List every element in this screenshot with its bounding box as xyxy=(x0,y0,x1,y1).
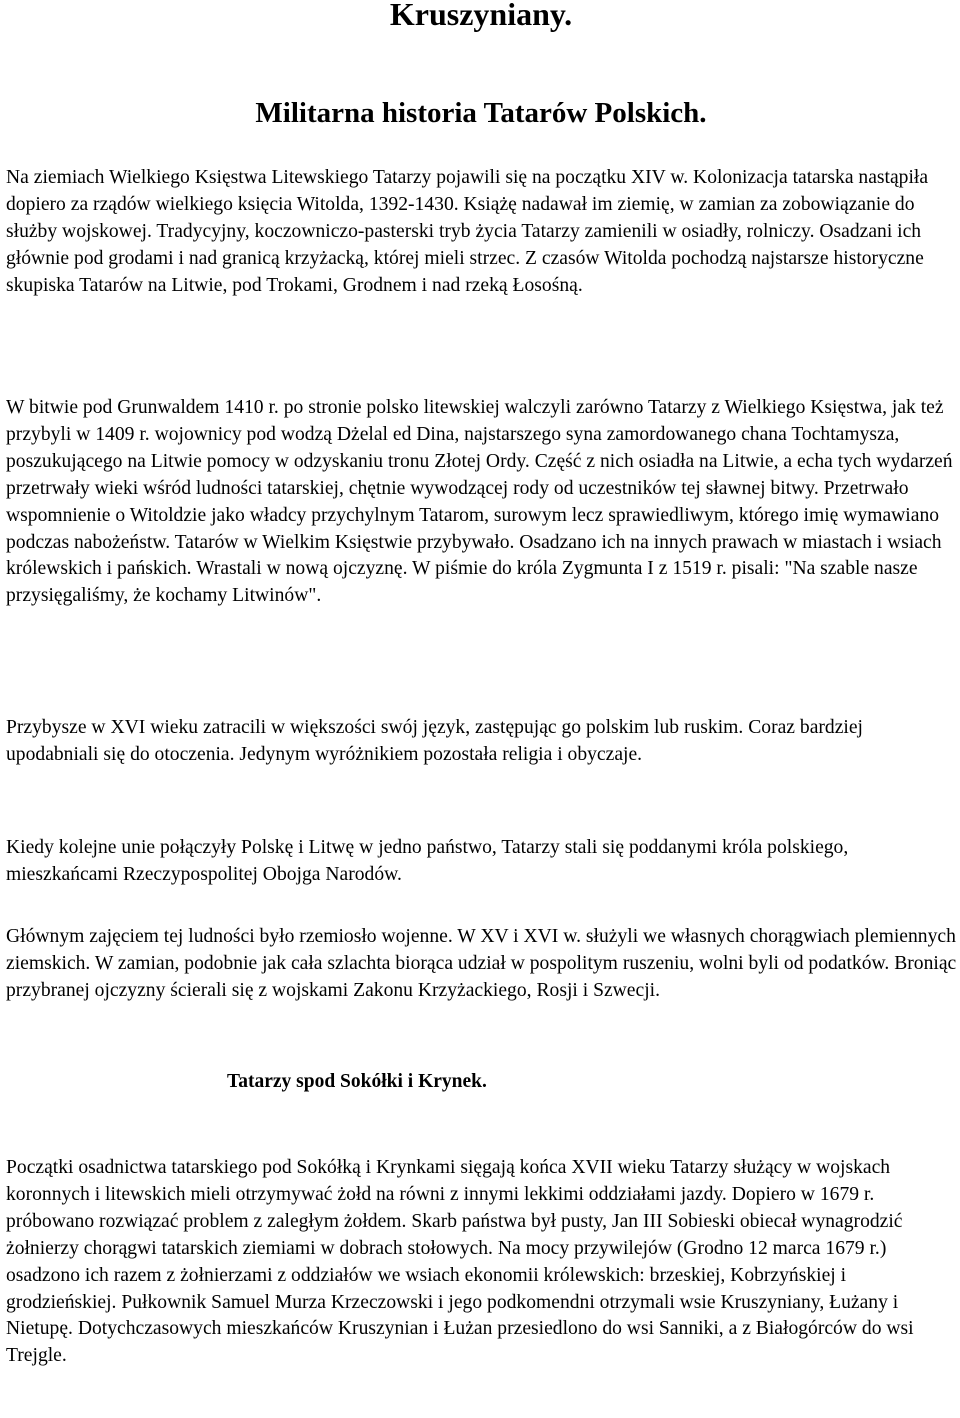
paragraph-military: Głównym zajęciem tej ludności było rzemiosło wojenne. W XV i XVI w. służyli we własnych chorągwiach plemiennych ziemskich. W zamian, podobnie jak cała szlachta biorąca udział w pospolitym ruszeniu, wolni byli od podatków. Broniąc przybranej ojczyzny ścierali się z wojskami Zakonu Krzyżackiego, Rosji i Szwecji. xyxy=(6,926,957,1001)
paragraph-language: Przybysze w XVI wieku zatracili w większości swój język, zastępując go polskim lub ruskim. Coraz bardziej upodabniali się do otoczenia. Jedynym wyróżnikiem pozostała religia i obyczaje. xyxy=(6,717,863,765)
section-title: Militarna historia Tatarów Polskich. xyxy=(255,97,707,129)
page-title: Kruszyniany. xyxy=(389,0,573,32)
document-page xyxy=(6,0,957,1367)
paragraph-grunwald: W bitwie pod Grunwaldem 1410 r. po stronie polsko litewskiej walczyli zarówno Tatarzy z Wielkiego Księstwa, jak też przybyli w 1409 r. wojownicy pod wodzą Dżelal ed Dina, najstarszego syna zamordowanego chana Tochtamysza, poszukującego na Litwie pomocy w odzyskaniu tronu Złotej Ordy. Część z nich osiadła na Litwie, a echa tych wydarzeń przetrwały wieki wśród ludności tatarskiej, chętnie wywodzącej rody od uczestników tej sławnej bitwy. Przetrwało wspomnienie o Witoldzie jako władcy przychylnym Tatarom, surowym lecz sprawiedliwym, którego imię wymawiano podczas nabożeństw. Tatarów w Wielkim Księstwie przybywało. Osadzano ich na innych prawach w miastach i wsiach królewskich i pańskich. Wrastali w nową ojczyznę. W piśmie do króla Zygmunta I z 1519 r. pisali: "Na szable nasze przysięgaliśmy, że kochamy Litwinów". xyxy=(6,397,953,607)
subsection-title: Tatarzy spod Sokółki i Krynek. xyxy=(227,1071,487,1092)
paragraph-unions: Kiedy kolejne unie połączyły Polskę i Litwę w jedno państwo, Tatarzy stali się poddanymi króla polskiego, mieszkańcami Rzeczypospolitej Obojga Narodów. xyxy=(6,837,849,885)
paragraph-intro: Na ziemiach Wielkiego Księstwa Litewskiego Tatarzy pojawili się na początku XIV w. Kolonizacja tatarska nastąpiła dopiero za rządów wielkiego księcia Witolda, 1392-1430. Książę nadawał im ziemię, w zamian za zobowiązanie do służby wojskowej. Tradycyjny, koczowniczo-pasterski tryb życia Tatarzy zamienili w osiadły, rolniczy. Osadzani ich głównie pod grodami i nad granicą krzyżacką, której mieli strzec. Z czasów Witolda pochodzą najstarsze historyczne skupiska Tatarów na Litwie, pod Trokami, Grodnem i nad rzeką Łosośną. xyxy=(6,167,929,296)
paragraph-sokolka: Początki osadnictwa tatarskiego pod Sokółką i Krynkami sięgają końca XVII wieku Tatarzy służący w wojskach koronnych i litewskich mieli otrzymywać żołd na równi z innymi lekkimi oddziałami jazdy. Dopiero w 1679 r. próbowano rozwiązać problem z zaległym żołdem. Skarb państwa był pusty, Jan III Sobieski obiecał wynagrodzić żołnierzy chorągwi tatarskich ziemiami w dobrach stołowych. Na mocy przywilejów (Grodno 12 marca 1679 r.) osadzono ich razem z żołnierzami z oddziałów we wsiach ekonomii królewskich: brzeskiej, Kobrzyńskiej i grodzieńskiej. Pułkownik Samuel Murza Krzeczowski i jego podkomendni otrzymali wsie Kruszyniany, Łużany i Nietupę. Dotychczasowych mieszkańców Kruszynian i Łużan przesiedlono do wsi Sanniki, a z Białogórców do wsi Trejgle. xyxy=(6,1157,914,1367)
